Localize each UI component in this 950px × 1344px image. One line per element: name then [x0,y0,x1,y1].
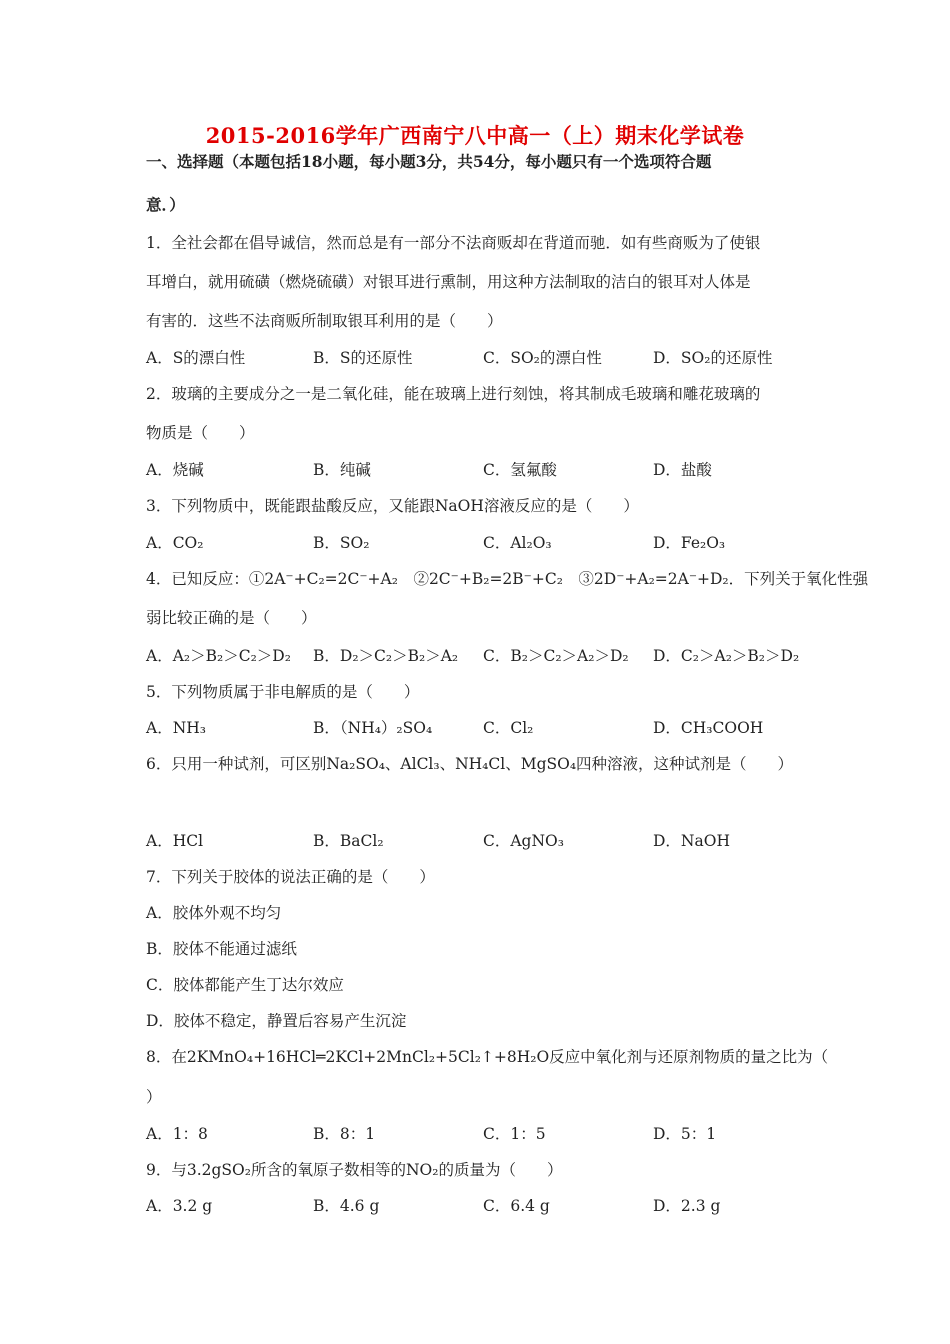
question-9-option-c[interactable]: C．6.4 g [483,1197,550,1215]
question-6-line1: 6．只用一种试剂，可区别Na₂SO₄、AlCl₃、NH₄Cl、MgSO₄四种溶液，这种试剂是（ ） [146,755,794,773]
question-1-line1: 1．全社会都在倡导诚信，然而总是有一部分不法商贩却在背道而驰．如有些商贩为了使银 [146,234,761,252]
question-7-option-b[interactable]: B．胶体不能通过滤纸 [146,940,297,958]
question-1-line2: 耳增白，就用硫磺（燃烧硫磺）对银耳进行熏制，用这种方法制取的洁白的银耳对人体是 [146,273,751,291]
question-1-line3: 有害的．这些不法商贩所制取银耳利用的是（ ） [146,312,503,330]
question-7-option-d[interactable]: D．胶体不稳定，静置后容易产生沉淀 [146,1012,407,1030]
question-6-option-c[interactable]: C．AgNO₃ [483,832,564,850]
question-8-option-a[interactable]: A．1：8 [146,1125,208,1143]
question-2-option-a[interactable]: A．烧碱 [146,461,204,479]
question-2-option-b[interactable]: B．纯碱 [313,461,371,479]
section-heading-line1: 一、选择题（本题包括18小题，每小题3分，共54分，每小题只有一个选项符合题 [146,152,712,171]
question-8-option-c[interactable]: C．1：5 [483,1125,546,1143]
page-title: 2015-2016学年广西南宁八中高一（上）期末化学试卷 [205,123,745,148]
question-4-line2: 弱比较正确的是（ ） [146,609,317,627]
question-4-option-d[interactable]: D．C₂＞A₂＞B₂＞D₂ [653,647,800,665]
question-7-option-a[interactable]: A．胶体外观不均匀 [146,904,282,922]
question-8-option-b[interactable]: B．8：1 [313,1125,376,1143]
question-2-option-d[interactable]: D．盐酸 [653,461,712,479]
question-5-option-c[interactable]: C．Cl₂ [483,719,534,737]
question-2-line1: 2．玻璃的主要成分之一是二氧化硅，能在玻璃上进行刻蚀，将其制成毛玻璃和雕花玻璃的 [146,385,761,403]
question-9-option-a[interactable]: A．3.2 g [146,1197,213,1215]
question-6-option-d[interactable]: D．NaOH [653,832,730,850]
question-2-option-c[interactable]: C．氢氟酸 [483,461,557,479]
question-9-option-b[interactable]: B．4.6 g [313,1197,380,1215]
question-6-option-b[interactable]: B．BaCl₂ [313,832,384,850]
question-1-option-a[interactable]: A．S的漂白性 [146,349,246,367]
question-5-option-a[interactable]: A．NH₃ [146,719,206,737]
question-5-line1: 5．下列物质属于非电解质的是（ ） [146,683,420,701]
question-5-option-d[interactable]: D．CH₃COOH [653,719,764,737]
question-3-option-a[interactable]: A．CO₂ [146,534,204,552]
question-8-line1: 8．在2KMnO₄+16HCl═2KCl+2MnCl₂+5Cl₂↑+8H₂O反应中氧化剂与还原剂物质的量之比为（ [146,1048,829,1066]
question-8-option-d[interactable]: D．5：1 [653,1125,717,1143]
question-3-line1: 3．下列物质中，既能跟盐酸反应，又能跟NaOH溶液反应的是（ ） [146,497,639,515]
question-1-option-b[interactable]: B．S的还原性 [313,349,413,367]
question-4-option-b[interactable]: B．D₂＞C₂＞B₂＞A₂ [313,647,459,665]
question-9-line1: 9．与3.2gSO₂所含的氧原子数相等的NO₂的质量为（ ） [146,1161,563,1179]
question-4-option-a[interactable]: A．A₂＞B₂＞C₂＞D₂ [146,647,291,665]
question-2-line2: 物质是（ ） [146,424,255,442]
question-1-option-c[interactable]: C．SO₂的漂白性 [483,349,602,367]
question-5-option-b[interactable]: B．（NH₄）₂SO₄ [313,719,433,737]
question-9-option-d[interactable]: D．2.3 g [653,1197,721,1215]
question-7-line1: 7．下列关于胶体的说法正确的是（ ） [146,868,435,886]
question-4-line1: 4．已知反应：①2A⁻+C₂=2C⁻+A₂ ②2C⁻+B₂=2B⁻+C₂ ③2D⁻+A₂=2A⁻+D₂．下列关于氧化性强 [146,570,869,588]
question-3-option-d[interactable]: D．Fe₂O₃ [653,534,726,552]
question-1-option-d[interactable]: D．SO₂的还原性 [653,349,773,367]
section-heading-line2: 意．） [146,195,185,214]
question-6-option-a[interactable]: A．HCl [146,832,204,850]
question-8-line2: ） [146,1088,162,1106]
question-3-option-c[interactable]: C．Al₂O₃ [483,534,552,552]
question-3-option-b[interactable]: B．SO₂ [313,534,370,552]
question-4-option-c[interactable]: C．B₂＞C₂＞A₂＞D₂ [483,647,629,665]
question-7-option-c[interactable]: C．胶体都能产生丁达尔效应 [146,976,344,994]
